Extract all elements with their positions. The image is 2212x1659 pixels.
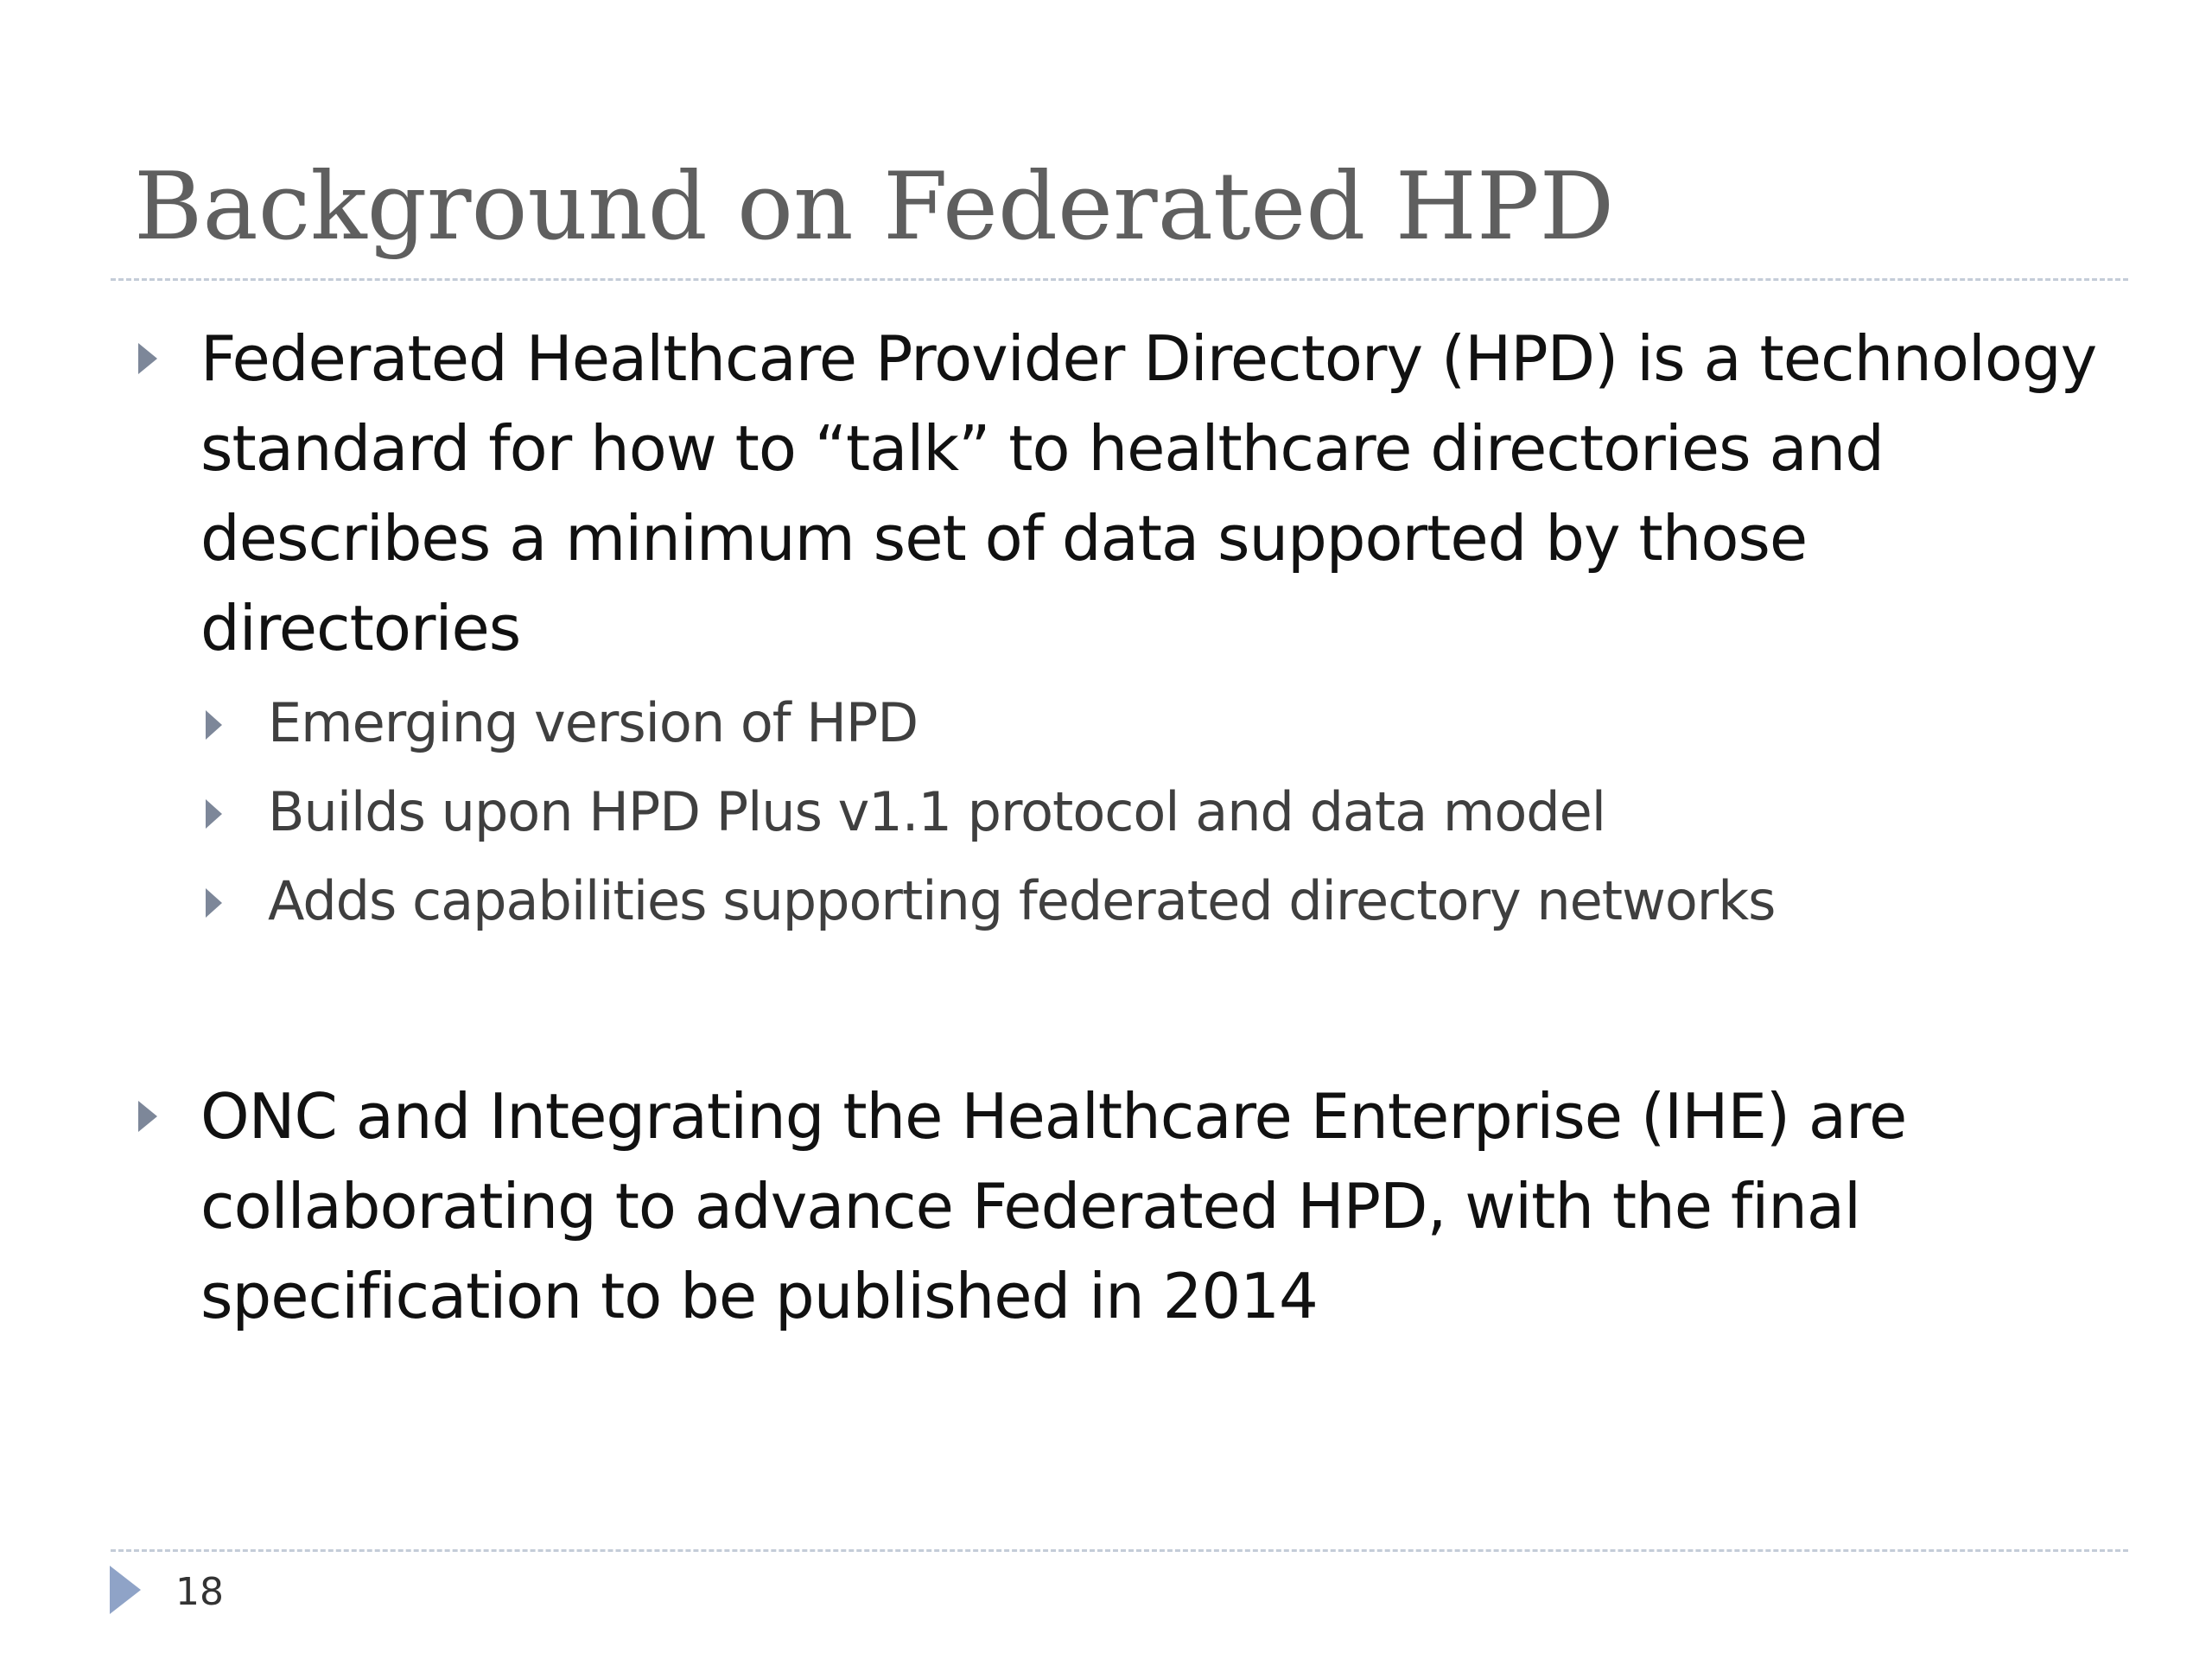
sub-bullet-text-1: Emerging version of HPD <box>268 691 918 754</box>
slide-title: Background on Federated HPD <box>134 153 1615 261</box>
sub-bullet-text-2: Builds upon HPD Plus v1.1 protocol and data model <box>268 780 1605 843</box>
footer-divider <box>111 1549 2128 1552</box>
bullet-text-2: ONC and Integrating the Healthcare Enterprise (IHE) are collaborating to advance Federated HPD, with the final specification to be published in 2014 <box>200 1080 1907 1332</box>
bullet-text-1: Federated Healthcare Provider Directory (HPD) is a technology standard for how to “talk” to healthcare directories and describes a minimum set of data supported by those directories <box>200 322 2097 664</box>
sub-bullet-arrow-icon <box>206 799 222 829</box>
sub-bullet-arrow-icon <box>206 888 222 918</box>
footer-triangle-icon <box>110 1566 141 1614</box>
title-divider <box>111 278 2128 281</box>
sub-bullet-text-3: Adds capabilities supporting federated directory networks <box>268 869 1776 932</box>
sub-bullet-arrow-icon <box>206 710 222 740</box>
bullet-arrow-icon <box>138 1101 157 1132</box>
page-number: 18 <box>175 1570 224 1614</box>
bullet-arrow-icon <box>138 343 157 374</box>
